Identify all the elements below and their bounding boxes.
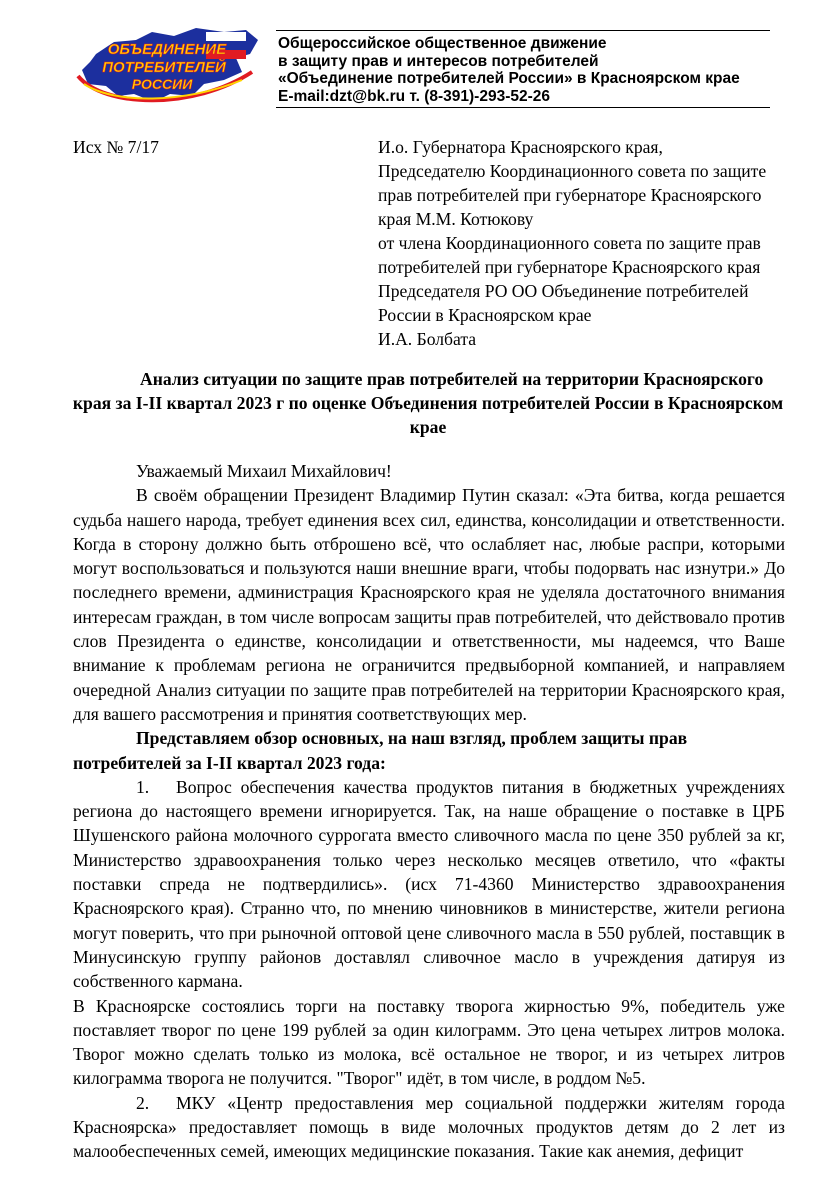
list-item-2 (73, 1091, 785, 1164)
list-item-number: 1. (136, 776, 150, 797)
organization-logo (74, 24, 260, 106)
flag-white-stripe (206, 32, 246, 41)
list-item-number: 2. (136, 1092, 150, 1113)
organization-header (278, 35, 778, 105)
sender-line: потребителей при губернаторе Красноярского края (378, 257, 761, 277)
addressee-line: края М.М. Котюкову (378, 209, 534, 229)
greeting: Уважаемый Михаил Михайлович! (136, 461, 392, 481)
sender-line: России в Красноярском крае (378, 305, 592, 325)
paragraph-president-quote: В своём обращении Президент Владимир Путин сказал: «Эта битва, когда решается судьба нашего народа, требует единения всех сил, единства, консолидации и ответственности. Когда в сторону должно быть отброшено всё, что ослабляет нас, любые распри, которыми могут воспользоваться и пользуются наши внешние враги, чтобы подорвать нас изнутри.» До последнего времени, администрация Красноярского края не уделяла достаточного внимания интересам граждан, в том числе вопросам защиты прав потребителей, что действовало против слов Президента о единстве, консолидации и ответственности, мы надеемся, что Ваше внимание к проблемам региона не ограничится предвыборной компанией, и направляем очередной Анализ ситуации по защите прав потребителей на территории Красноярского края, для вашего рассмотрения и принятия соответствующих мер. (73, 485, 785, 724)
sender-name: И.А. Болбата (378, 329, 477, 349)
list-item-text: Вопрос обеспечения качества продуктов питания в бюджетных учреждениях региона до настоящего времени игнорируется. Так, на наше обращение о поставке в ЦРБ Шушенского района молочного суррогата вместо сливочного масла по цене 350 рублей за кг, Министерство здравоохранения только через несколько месяцев ответило, что «факты поставки спреда не подтвердились». (исх 71-4360 Министерство здравоохранения Красноярского края). Странно что, по мнению чиновников в министерстве, жители региона могут поверить, что при рыночной оптовой цене сливочного масла в 550 рублей, поставщик в Минусинскую группу районов доставлял сливочное масло в учреждения датируя из собственного кармана. (73, 776, 785, 992)
paragraph-overview-intro: Представляем обзор основных, на наш взгляд, проблем защиты прав потребителей за I-II квартал 2023 года: (73, 728, 688, 773)
addressee-line: И.о. Губернатора Красноярского края, (378, 137, 663, 157)
org-line: Общероссийское общественное движение (278, 35, 607, 52)
letter-body (73, 459, 785, 1164)
org-line: «Объединение потребителей России» в Красноярском крае (278, 70, 740, 87)
addressee-line: Председателю Координационного совета по защите (378, 161, 767, 181)
org-contact-line: E-mail:dzt@bk.ru т. (8-391)-293-52-26 (278, 87, 551, 105)
document-title (72, 367, 784, 439)
list-item-1 (73, 775, 785, 994)
header-top-rule (276, 30, 770, 31)
title-line-1: Анализ ситуации по защите прав потребителей на территории Красноярского (140, 369, 764, 389)
sender-line: Председателя РО ОО Объединение потребителей (378, 281, 749, 301)
logo-text-line-3: РОССИИ (131, 76, 193, 92)
logo-text-line-1: ОБЪЕДИНЕНИЕ (107, 41, 227, 58)
header-bottom-rule (276, 107, 770, 108)
org-line: в защиту прав и интересов потребителей (278, 52, 599, 70)
addressee-line: прав потребителей при губернаторе Красноярского (378, 185, 762, 205)
title-rest: края за I-II квартал 2023 г по оценке Объединения потребителей России в Красноярском крае (72, 393, 784, 437)
outgoing-reference-number: Исх № 7/17 (73, 137, 159, 157)
sender-line: от члена Координационного совета по защите прав (378, 233, 761, 253)
paragraph-tvorog: В Красноярске состоялись торги на поставку творога жирностью 9%, победитель уже поставляет творог по цене 199 рублей за один килограмм. Это цена четырех литров молока. Творог можно сделать только из молока, всё остальное не творог, и из четырех литров килограмма творога не получится. "Творог" идёт, в том числе, в роддом №5. (73, 995, 785, 1089)
list-item-text: МКУ «Центр предоставления мер социальной поддержки жителям города Красноярска» предоставляет помощь в виде молочных продуктов детям до 2 лет из малообеспеченных семей, имеющих медицинские показания. Такие как анемия, дефицит (73, 1092, 785, 1162)
addressee-block (378, 135, 798, 351)
logo-text-line-2: ПОТРЕБИТЕЛЕЙ (102, 59, 226, 76)
